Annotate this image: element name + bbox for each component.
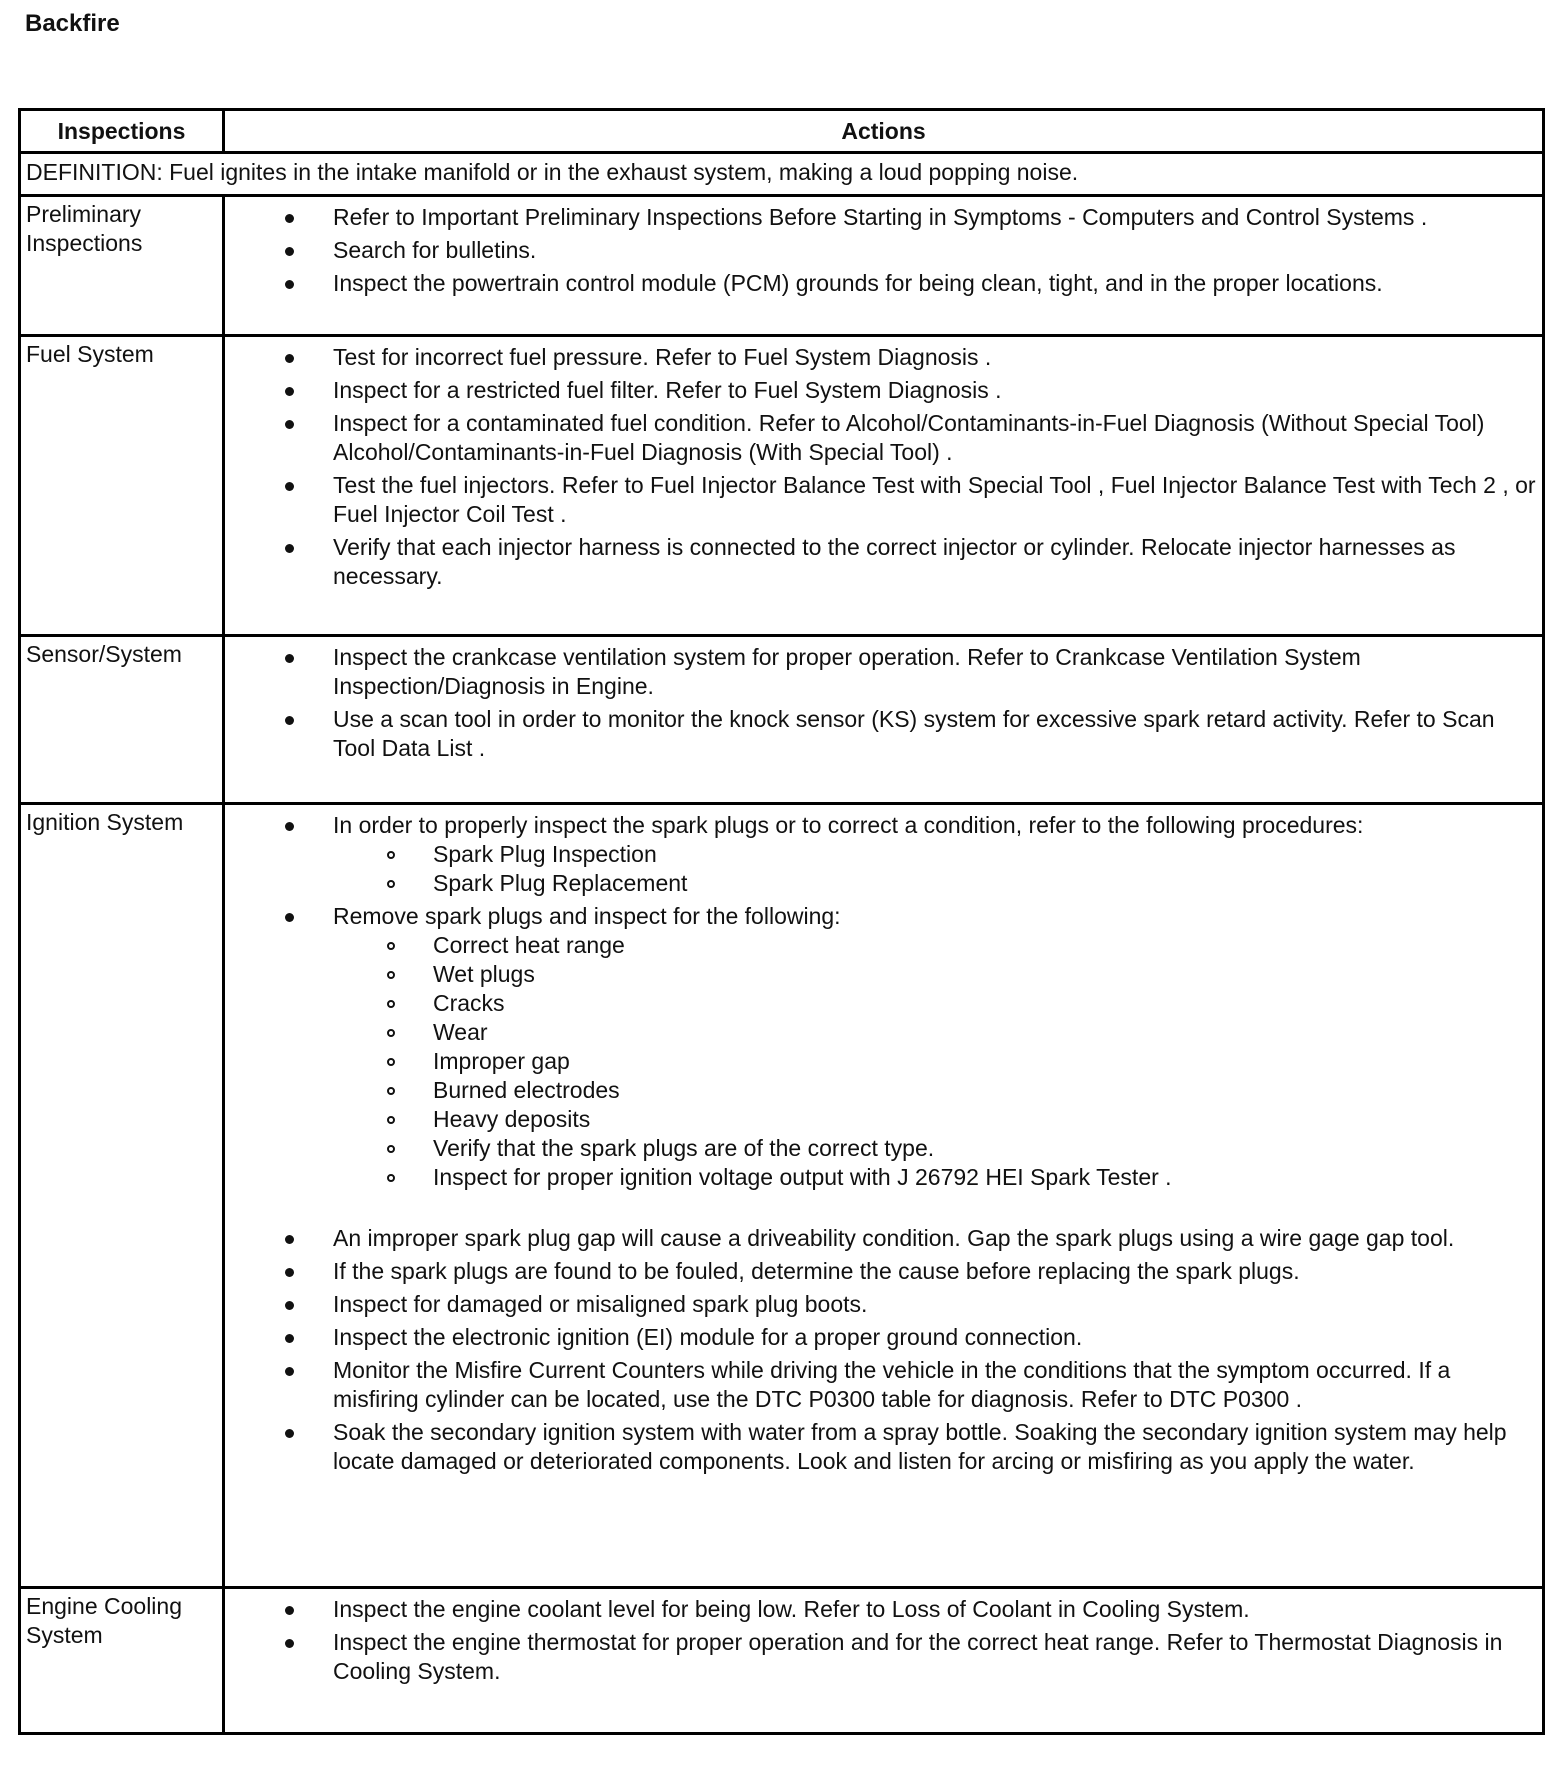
action-list: [225, 811, 1538, 1476]
row-label: Sensor/System: [20, 636, 224, 804]
header-inspections: Inspections: [20, 110, 224, 153]
table-row: [20, 804, 1544, 1588]
sub-list-item: Wet plugs: [433, 960, 1538, 989]
sub-list-item: Spark Plug Inspection: [433, 840, 1538, 869]
list-item: Refer to Important Preliminary Inspections Before Starting in Symptoms - Computers and Control Systems .: [333, 203, 1538, 232]
list-item: Inspect the engine coolant level for being low. Refer to Loss of Coolant in Cooling System.: [333, 1595, 1538, 1624]
sub-list-item: Improper gap: [433, 1047, 1538, 1076]
list-item: Inspect the crankcase ventilation system for proper operation. Refer to Crankcase Ventilation System Inspection/Diagnosis in Engine.: [333, 643, 1538, 701]
sub-list-item: Heavy deposits: [433, 1105, 1538, 1134]
action-list: [225, 343, 1538, 591]
sub-list-item: Verify that the spark plugs are of the correct type.: [433, 1134, 1538, 1163]
sub-list-item: Burned electrodes: [433, 1076, 1538, 1105]
table-row: [20, 196, 1544, 336]
header-actions: Actions: [224, 110, 1544, 153]
list-item: [333, 811, 1538, 898]
sub-list: [333, 840, 1538, 898]
row-label: Fuel System: [20, 336, 224, 636]
list-item: Search for bulletins.: [333, 236, 1538, 265]
list-item-text: In order to properly inspect the spark plugs or to correct a condition, refer to the following procedures:: [333, 812, 1364, 838]
row-actions: [224, 1588, 1544, 1734]
row-actions: [224, 804, 1544, 1588]
sub-list-item: Spark Plug Replacement: [433, 869, 1538, 898]
list-item: An improper spark plug gap will cause a driveability condition. Gap the spark plugs using a wire gage gap tool.: [333, 1224, 1538, 1253]
list-item: [333, 902, 1538, 1192]
list-item: Inspect for a contaminated fuel condition. Refer to Alcohol/Contaminants-in-Fuel Diagnosis (Without Special Tool) Alcohol/Contaminants-in-Fuel Diagnosis (With Special Tool) .: [333, 409, 1538, 467]
row-actions: [224, 336, 1544, 636]
list-item: Soak the secondary ignition system with water from a spray bottle. Soaking the secondary ignition system may help locate damaged or deteriorated components. Look and listen for arcing or misfiring as you apply the water.: [333, 1418, 1538, 1476]
row-label: Preliminary Inspections: [20, 196, 224, 336]
list-item: Test the fuel injectors. Refer to Fuel Injector Balance Test with Special Tool , Fuel Injector Balance Test with Tech 2 , or Fuel Injector Coil Test .: [333, 471, 1538, 529]
list-item: Inspect the powertrain control module (PCM) grounds for being clean, tight, and in the proper locations.: [333, 269, 1538, 298]
list-item: Test for incorrect fuel pressure. Refer to Fuel System Diagnosis .: [333, 343, 1538, 372]
list-item: Verify that each injector harness is connected to the correct injector or cylinder. Relocate injector harnesses as necessary.: [333, 533, 1538, 591]
list-item: If the spark plugs are found to be fouled, determine the cause before replacing the spark plugs.: [333, 1257, 1538, 1286]
sub-list-item: Wear: [433, 1018, 1538, 1047]
table-header-row: [20, 110, 1544, 153]
sub-list: [333, 931, 1538, 1192]
table-row: [20, 1588, 1544, 1734]
document-title: Backfire: [25, 10, 120, 37]
definition-text: DEFINITION: Fuel ignites in the intake manifold or in the exhaust system, making a loud popping noise.: [20, 153, 1544, 196]
row-actions: [224, 196, 1544, 336]
list-item: Inspect the electronic ignition (EI) module for a proper ground connection.: [333, 1323, 1538, 1352]
sub-list-item: Correct heat range: [433, 931, 1538, 960]
sub-list-item: Inspect for proper ignition voltage output with J 26792 HEI Spark Tester .: [433, 1163, 1538, 1192]
list-item: Use a scan tool in order to monitor the knock sensor (KS) system for excessive spark retard activity. Refer to Scan Tool Data List .: [333, 705, 1538, 763]
list-item: Inspect for damaged or misaligned spark plug boots.: [333, 1290, 1538, 1319]
definition-row: [20, 153, 1544, 196]
row-label: Engine Cooling System: [20, 1588, 224, 1734]
list-item-text: Remove spark plugs and inspect for the following:: [333, 903, 841, 929]
row-actions: [224, 636, 1544, 804]
inspections-table: [18, 108, 1545, 1735]
action-list: [225, 1595, 1538, 1686]
list-item: Inspect for a restricted fuel filter. Refer to Fuel System Diagnosis .: [333, 376, 1538, 405]
sub-list-item: Cracks: [433, 989, 1538, 1018]
action-list: [225, 203, 1538, 298]
list-item: Monitor the Misfire Current Counters while driving the vehicle in the conditions that the symptom occurred. If a misfiring cylinder can be located, use the DTC P0300 table for diagnosis. Refer to DTC P0300 .: [333, 1356, 1538, 1414]
action-list: [225, 643, 1538, 763]
list-item: Inspect the engine thermostat for proper operation and for the correct heat range. Refer to Thermostat Diagnosis in Cooling System.: [333, 1628, 1538, 1686]
table-row: [20, 336, 1544, 636]
row-label: Ignition System: [20, 804, 224, 1588]
table-row: [20, 636, 1544, 804]
